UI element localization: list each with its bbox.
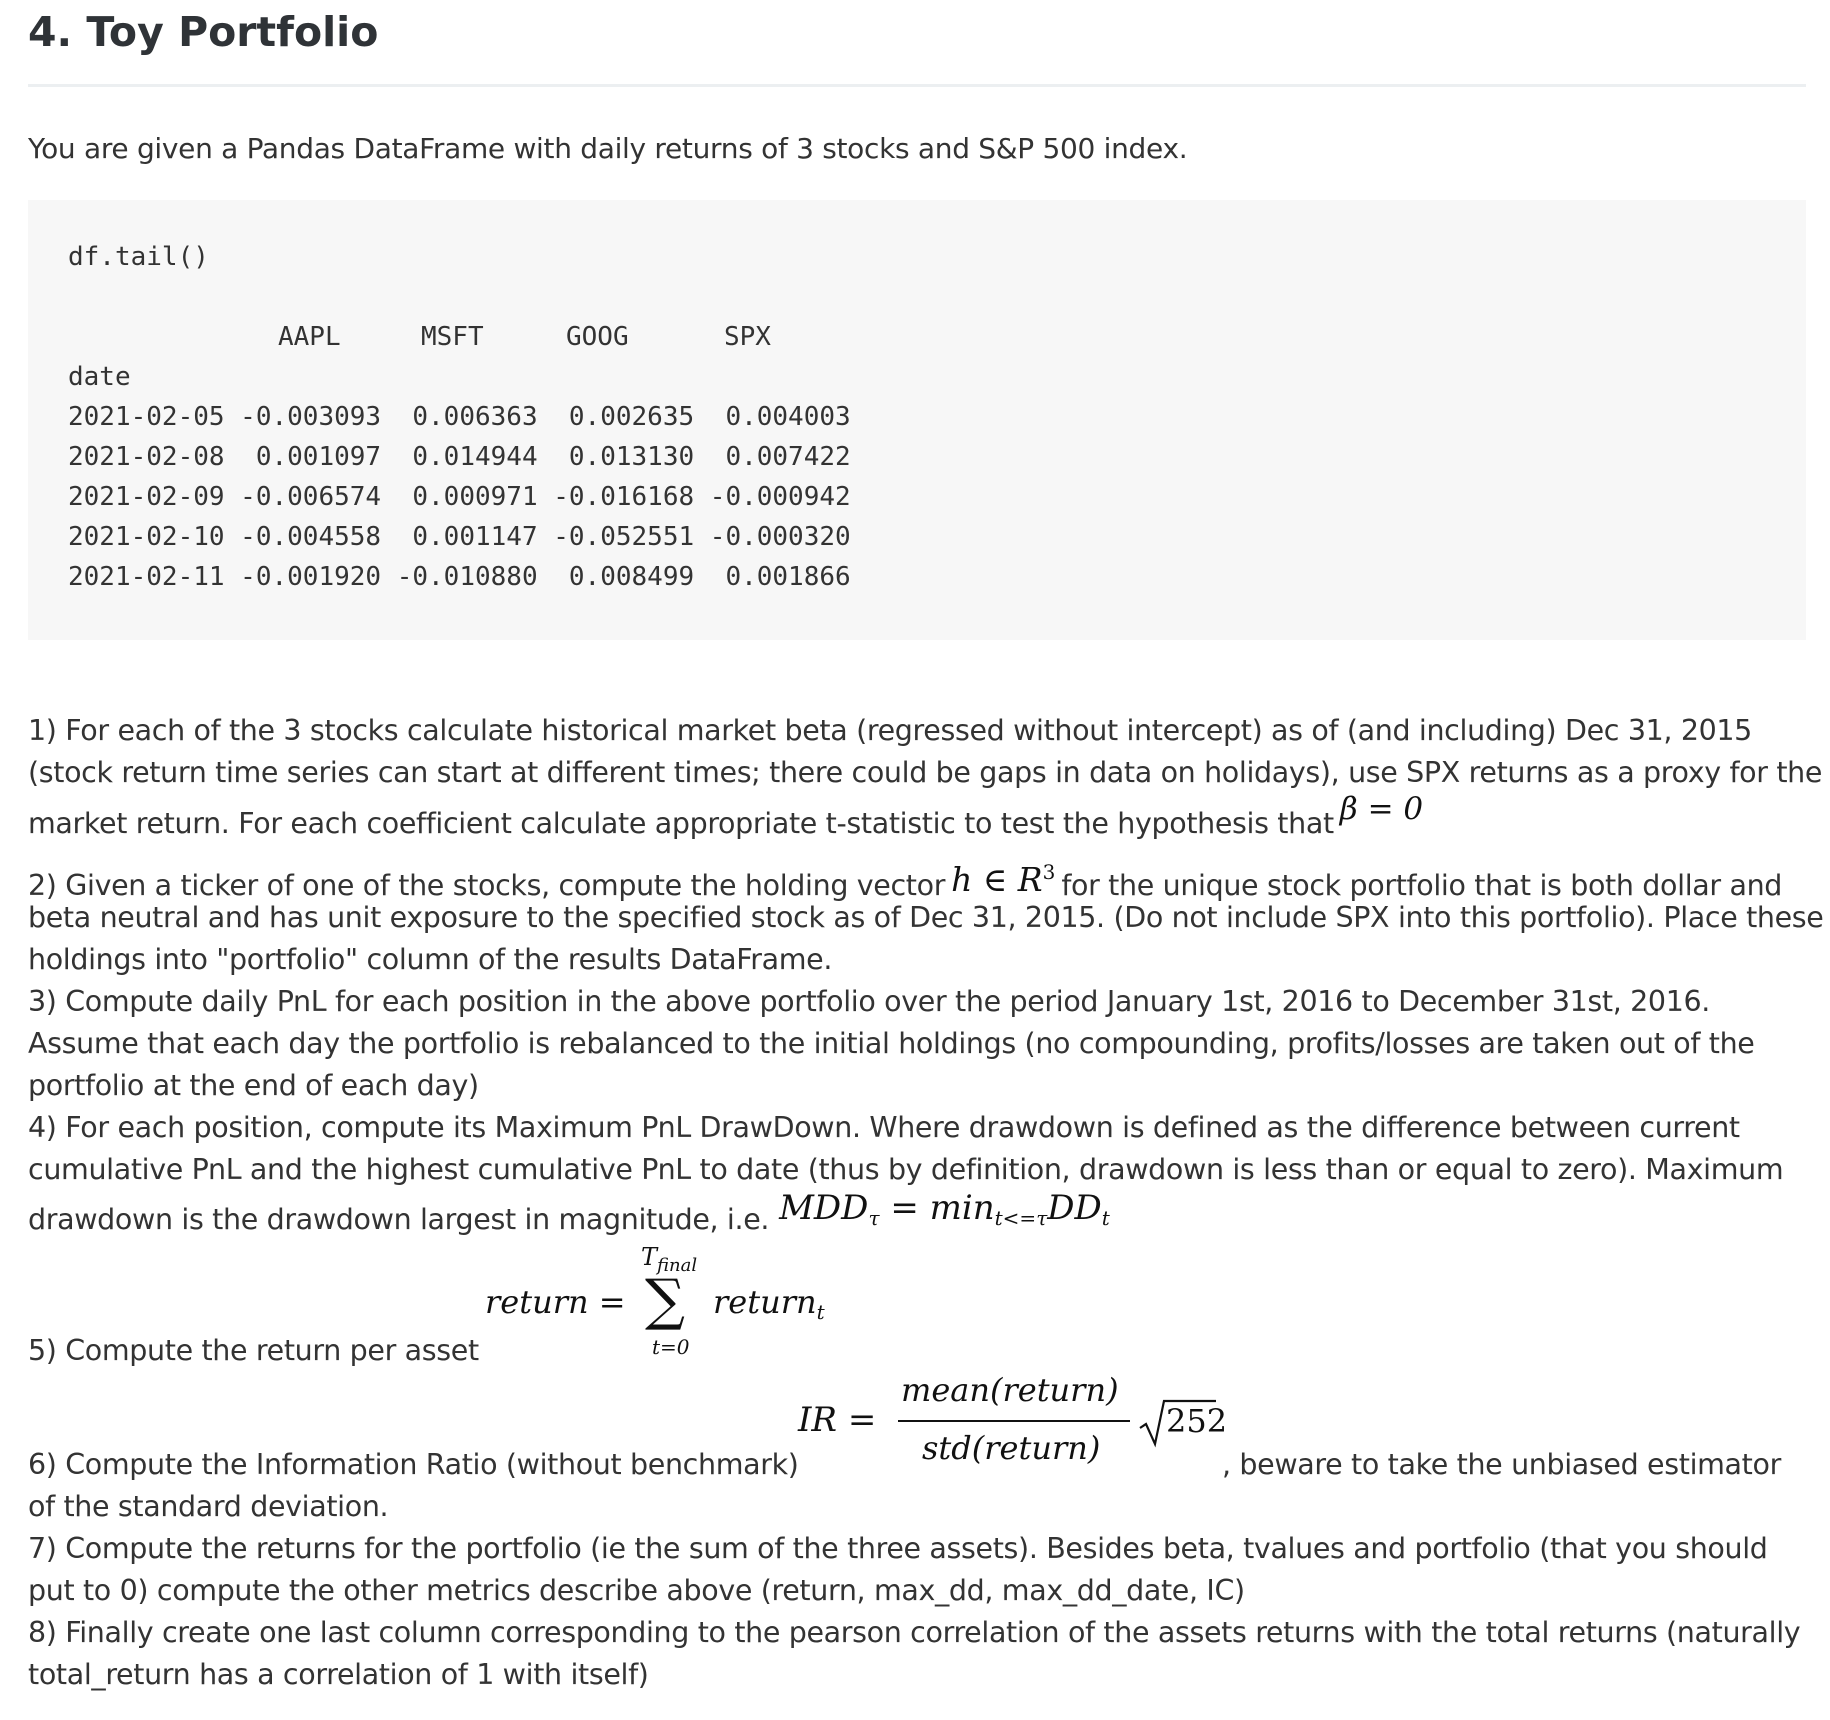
sum-lower-limit: t=0 [652,1335,690,1359]
table-header [68,322,771,352]
holding-vector-symbol: h ∈ R [951,860,1043,899]
mdd-dd: DD [1047,1188,1102,1228]
q7-line: put to 0) compute the other metrics describe above (return, max_dd, max_dd_date, IC) [28,1574,1245,1607]
q6-line: 6) Compute the Information Ratio (without benchmark) [28,1448,799,1481]
q8-line: total_return has a correlation of 1 with itself) [28,1658,649,1691]
q4-text: drawdown is the drawdown largest in magnitude, i.e. [28,1203,770,1236]
code-output-block[interactable] [28,200,1806,640]
q2-line: beta neutral and has unit exposure to the specified stock as of Dec 31, 2015. (Do not include SPX into this portfolio). Place these [28,901,1824,934]
mdd-subscript: τ [868,1206,880,1230]
q3-line: 3) Compute daily PnL for each position in the above portfolio over the period January 1st, 2016 to December 31st, 2016. [28,985,1710,1018]
ir-lhs: IR = [798,1400,877,1440]
sum-upper-final: final [657,1255,698,1276]
section-title: 4. Toy Portfolio [28,8,379,56]
beta-equation: β = 0 [1339,791,1424,827]
q1-line [28,791,1424,845]
fraction-bar [898,1420,1130,1422]
holding-vector-math [951,860,1055,899]
holding-vector-dim: 3 [1042,860,1056,884]
q8-line: 8) Finally create one last column corresponding to the pearson correlation of the assets returns with the total returns (naturally [28,1616,1801,1649]
index-name: date [68,362,131,392]
q2-text: for the unique stock portfolio that is both dollar and [1061,869,1783,902]
q3-line: portfolio at the end of each day) [28,1069,479,1102]
sum-symbol: ∑ [645,1268,685,1333]
table-row: 2021-02-08 0.001097 0.014944 0.013130 0.007422 [68,442,851,472]
mdd-min-subscript: t<=τ [994,1206,1048,1230]
column-header: GOOG [566,322,629,352]
ir-numerator: mean(return) [901,1371,1119,1409]
column-header: AAPL [278,322,341,352]
ir-denominator: std(return) [922,1429,1101,1467]
title-divider [28,84,1806,87]
return-rhs [713,1283,825,1324]
table-row: 2021-02-10 -0.004558 0.001147 -0.052551 -0.000320 [68,522,851,552]
q4-line: 4) For each position, compute its Maximum PnL DrawDown. Where drawdown is defined as the difference between current [28,1111,1740,1144]
q7-line: 7) Compute the returns for the portfolio (ie the sum of the three assets). Besides beta, tvalues and portfolio (that you should [28,1532,1768,1565]
q4-line [28,1188,1110,1249]
return-t-subscript: t [816,1300,825,1324]
sum-upper-limit [641,1243,697,1276]
intro-text: You are given a Pandas DataFrame with daily returns of 3 stocks and S&P 500 index. [28,132,1188,165]
return-lhs: return = [485,1283,626,1321]
q4-line: cumulative PnL and the highest cumulative PnL to date (thus by definition, drawdown is less than or equal to zero). Maximum [28,1153,1784,1186]
sum-upper-T: T [641,1243,658,1271]
q2-line: holdings into "portfolio" column of the results DataFrame. [28,943,833,976]
column-header: MSFT [421,322,484,352]
q1-line: (stock return time series can start at different times; there could be gaps in data on holidays), use SPX returns as a proxy for the [28,756,1823,789]
q6-line-tail: , beware to take the unbiased estimator [1222,1448,1781,1481]
q2-text: 2) Given a ticker of one of the stocks, compute the holding vector [28,869,946,902]
code-command: df.tail() [68,242,209,272]
column-header: SPX [724,322,771,352]
return-t: return [713,1283,817,1321]
table-row: 2021-02-05 -0.003093 0.006363 0.002635 0.004003 [68,402,851,432]
mdd-equation [779,1188,1110,1228]
q1-line: 1) For each of the 3 stocks calculate historical market beta (regressed without intercept) as of (and including) Dec 31, 2015 [28,714,1752,747]
table-row: 2021-02-09 -0.006574 0.000971 -0.016168 -0.000942 [68,482,851,512]
mdd-symbol: MDD [779,1188,869,1228]
table-row: 2021-02-11 -0.001920 -0.010880 0.008499 0.001866 [68,562,851,592]
mdd-dd-subscript: t [1101,1206,1110,1230]
mdd-min: = min [879,1188,995,1228]
sqrt-value: 252 [1166,1402,1228,1440]
q3-line: Assume that each day the portfolio is rebalanced to the initial holdings (no compounding, profits/losses are taken out of the [28,1027,1755,1060]
q1-text: market return. For each coefficient calculate appropriate t-statistic to test the hypothesis that [28,807,1334,840]
q6-line: of the standard deviation. [28,1490,389,1523]
q5-line: 5) Compute the return per asset [28,1334,479,1367]
